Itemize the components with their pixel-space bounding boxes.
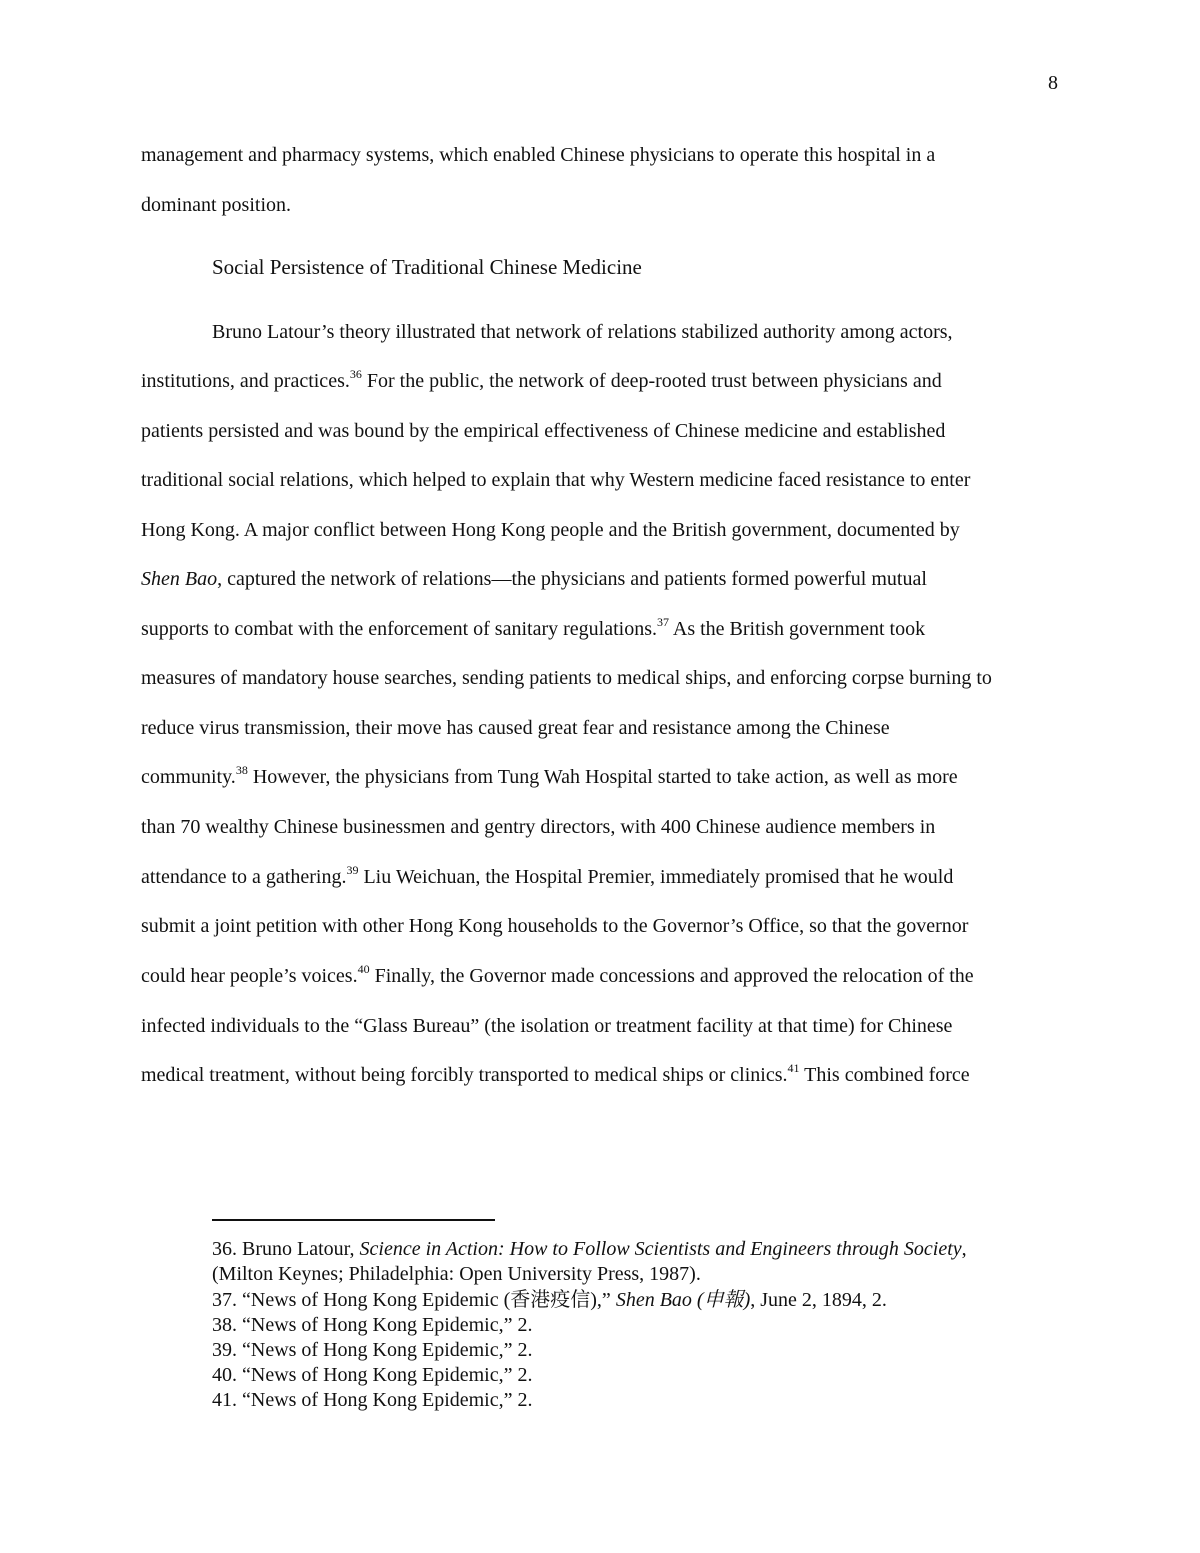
body-line xyxy=(141,964,974,988)
body-line: than 70 wealthy Chinese businessmen and gentry directors, with 400 Chinese audience members in xyxy=(141,816,936,838)
publication-title: Shen Bao xyxy=(141,568,218,590)
body-text: attendance to a gathering. xyxy=(141,866,347,888)
footnote-text: , June 2, 1894, 2. xyxy=(750,1289,887,1311)
body-text: Liu Weichuan, the Hospital Premier, immediately promised that he would xyxy=(358,866,954,888)
body-text: As the British government took xyxy=(668,618,926,640)
body-line: reduce virus transmission, their move has caused great fear and resistance among the Chinese xyxy=(141,717,890,739)
body-text: institutions, and practices. xyxy=(141,370,350,392)
footnote-text: 36. Bruno Latour, xyxy=(212,1238,360,1260)
body-line: measures of mandatory house searches, sending patients to medical ships, and enforcing corpse burning to xyxy=(141,667,992,689)
body-line: Hong Kong. A major conflict between Hong Kong people and the British government, documented by xyxy=(141,519,960,541)
body-line xyxy=(141,617,925,641)
body-text: This combined force xyxy=(799,1064,970,1086)
footnote-ref-41: 41 xyxy=(787,1061,800,1075)
body-line: submit a joint petition with other Hong Kong households to the Governor’s Office, so that the governor xyxy=(141,915,969,937)
body-line: management and pharmacy systems, which enabled Chinese physicians to operate this hospital in a xyxy=(141,144,936,166)
publication-title: Shen Bao (申報) xyxy=(615,1289,751,1311)
body-line xyxy=(141,369,942,393)
footnote-37 xyxy=(212,1288,887,1312)
body-text: could hear people’s voices. xyxy=(141,965,358,987)
body-line: dominant position. xyxy=(141,194,291,216)
body-text: community. xyxy=(141,766,236,788)
footnote-ref-36: 36 xyxy=(349,367,362,381)
footnote-text: 37. “News of Hong Kong Epidemic (香港疫信),” xyxy=(212,1289,616,1311)
body-text: medical treatment, without being forcibly transported to medical ships or clinics. xyxy=(141,1064,788,1086)
footnote-41: 41. “News of Hong Kong Epidemic,” 2. xyxy=(212,1389,533,1411)
footnote-39: 39. “News of Hong Kong Epidemic,” 2. xyxy=(212,1339,533,1361)
body-line xyxy=(141,567,927,591)
body-line: Bruno Latour’s theory illustrated that network of relations stabilized authority among actors, xyxy=(212,321,953,343)
body-text: For the public, the network of deep-rooted trust between physicians and xyxy=(361,370,942,392)
footnote-separator xyxy=(212,1219,495,1221)
body-text: Finally, the Governor made concessions and approved the relocation of the xyxy=(369,965,974,987)
footnote-36-continued: (Milton Keynes; Philadelphia: Open University Press, 1987). xyxy=(212,1263,701,1285)
body-line: infected individuals to the “Glass Bureau” (the isolation or treatment facility at that time) for Chinese xyxy=(141,1015,953,1037)
body-line xyxy=(141,1063,970,1087)
page-number: 8 xyxy=(1048,72,1058,94)
body-line: patients persisted and was bound by the empirical effectiveness of Chinese medicine and established xyxy=(141,420,946,442)
footnote-40: 40. “News of Hong Kong Epidemic,” 2. xyxy=(212,1364,533,1386)
footnote-36 xyxy=(212,1237,967,1261)
body-line: traditional social relations, which helped to explain that why Western medicine faced resistance to enter xyxy=(141,469,971,491)
footnote-ref-38: 38 xyxy=(235,763,248,777)
footnote-text: , xyxy=(961,1238,967,1260)
footnote-ref-40: 40 xyxy=(357,962,370,976)
footnote-ref-37: 37 xyxy=(656,615,669,629)
section-heading: Social Persistence of Traditional Chinese Medicine xyxy=(212,255,642,279)
body-line xyxy=(141,765,958,789)
body-text: , captured the network of relations—the physicians and patients formed powerful mutual xyxy=(217,568,927,590)
body-text: supports to combat with the enforcement of sanitary regulations. xyxy=(141,618,657,640)
footnote-38: 38. “News of Hong Kong Epidemic,” 2. xyxy=(212,1314,533,1336)
footnote-ref-39: 39 xyxy=(346,863,359,877)
body-text: However, the physicians from Tung Wah Hospital started to take action, as well as more xyxy=(247,766,958,788)
book-title: Science in Action: How to Follow Scientists and Engineers through Society xyxy=(359,1238,962,1260)
body-line xyxy=(141,865,953,889)
